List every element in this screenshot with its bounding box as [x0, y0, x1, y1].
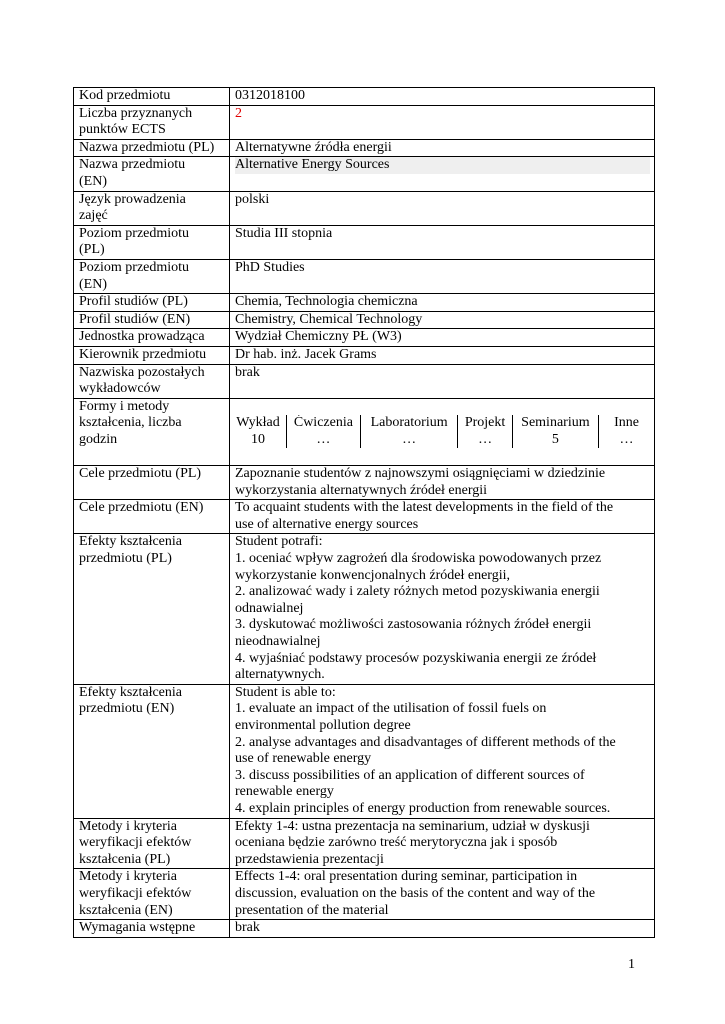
row-label-goals-en: Cele przedmiotu (EN): [74, 500, 230, 534]
row-value-profile-pl: Chemia, Technologia chemiczna: [230, 294, 655, 312]
form-name: Ćwiczenia: [293, 415, 353, 431]
table-row: [74, 684, 655, 818]
row-value-verification-pl: Efekty 1-4: ustna prezentacja na seminarium, udział w dyskusji oceniana będzie zarówno treść merytoryczna jak i sposób przedstawienia prezentacji: [230, 818, 655, 869]
form-seminar: [512, 415, 598, 448]
row-value-course-code: 0312018100: [230, 88, 655, 106]
course-info-table: [73, 87, 655, 938]
row-label-prerequisites: Wymagania wstępne: [74, 920, 230, 938]
row-label-level-pl: Poziom przedmiotu (PL): [74, 225, 230, 259]
row-value-unit: Wydział Chemiczny PŁ (W3): [230, 329, 655, 347]
table-row: [74, 534, 655, 684]
row-value-verification-en: Effects 1-4: oral presentation during seminar, participation in discussion, evaluation on the basis of the content and way of the presentation of the material: [230, 869, 655, 920]
forms-table: [230, 415, 654, 448]
row-value-forms: [230, 398, 655, 465]
row-label-profile-pl: Profil studiów (PL): [74, 294, 230, 312]
row-label-ects: Liczba przyznanych punktów ECTS: [74, 105, 230, 139]
form-other: [599, 415, 654, 448]
forms-row: [230, 415, 654, 448]
table-row: [74, 225, 655, 259]
form-hours: 10: [250, 431, 265, 447]
row-label-language: Język prowadzenia zajęć: [74, 191, 230, 225]
table-row: [74, 88, 655, 106]
page-number: 1: [628, 957, 635, 972]
name-en-shaded-text: Alternative Energy Sources: [235, 157, 650, 174]
form-hours: 5: [551, 431, 559, 447]
table-row: [74, 818, 655, 869]
row-value-level-en: PhD Studies: [230, 259, 655, 293]
row-label-profile-en: Profil studiów (EN): [74, 311, 230, 329]
row-value-name-en: [230, 157, 655, 191]
row-value-prerequisites: brak: [230, 920, 655, 938]
form-hours: …: [619, 431, 634, 447]
row-label-course-code: Kod przedmiotu: [74, 88, 230, 106]
row-value-goals-en: To acquaint students with the latest developments in the field of the use of alternative energy sources: [230, 500, 655, 534]
form-hours: …: [316, 431, 331, 447]
table-row: [74, 294, 655, 312]
table-row: [74, 920, 655, 938]
row-value-outcomes-pl: Student potrafi: 1. oceniać wpływ zagrożeń dla środowiska powodowanych przez wykorzystanie konwencjonalnych źródeł energii, 2. analizować wady i zalety różnych metod pozyskiwania energii odnawialnej 3. dyskutować możliwości zastosowania różnych źródeł energii nieodnawialnej 4. wyjaśniać podstawy procesów pozyskiwania energii ze źródeł alternatywnych.: [230, 534, 655, 684]
row-value-goals-pl: Zapoznanie studentów z najnowszymi osiągnięciami w dziedzinie wykorzystania alternatywnych źródeł energii: [230, 466, 655, 500]
table-row: [74, 191, 655, 225]
form-name: Inne: [614, 415, 639, 431]
row-label-unit: Jednostka prowadząca: [74, 329, 230, 347]
form-hours: …: [402, 431, 417, 447]
table-row: [74, 869, 655, 920]
form-name: Seminarium: [521, 415, 590, 431]
row-value-name-pl: Alternatywne źródła energii: [230, 139, 655, 157]
form-name: Laboratorium: [370, 415, 448, 431]
row-label-name-en: Nazwa przedmiotu (EN): [74, 157, 230, 191]
row-label-level-en: Poziom przedmiotu (EN): [74, 259, 230, 293]
row-value-coordinator: Dr hab. inż. Jacek Grams: [230, 346, 655, 364]
row-label-coordinator: Kierownik przedmiotu: [74, 346, 230, 364]
table-row: [74, 346, 655, 364]
table-row: [74, 259, 655, 293]
row-label-forms: Formy i metody kształcenia, liczba godzin: [74, 398, 230, 465]
row-value-outcomes-en: Student is able to: 1. evaluate an impact of the utilisation of fossil fuels on environmental pollution degree 2. analyse advantages and disadvantages of different methods of the use of renewable energy 3. discuss possibilities of an application of different sources of renewable energy 4. explain principles of energy production from renewable sources.: [230, 684, 655, 818]
row-value-ects: 2: [230, 105, 655, 139]
table-row: [74, 329, 655, 347]
row-value-other-lecturers: brak: [230, 364, 655, 398]
form-project: [458, 415, 512, 448]
row-label-goals-pl: Cele przedmiotu (PL): [74, 466, 230, 500]
row-label-name-pl: Nazwa przedmiotu (PL): [74, 139, 230, 157]
row-value-level-pl: Studia III stopnia: [230, 225, 655, 259]
form-laboratory: [360, 415, 458, 448]
form-lecture: [230, 415, 286, 448]
table-row: [74, 105, 655, 139]
table-row: [74, 500, 655, 534]
form-name: Projekt: [464, 415, 506, 431]
table-row: [74, 364, 655, 398]
row-label-verification-pl: Metody i kryteria weryfikacji efektów kształcenia (PL): [74, 818, 230, 869]
form-exercises: [286, 415, 360, 448]
row-label-verification-en: Metody i kryteria weryfikacji efektów kształcenia (EN): [74, 869, 230, 920]
form-hours: …: [478, 431, 493, 447]
table-row: [74, 398, 655, 465]
table-row: [74, 157, 655, 191]
table-row: [74, 311, 655, 329]
row-label-outcomes-pl: Efekty kształcenia przedmiotu (PL): [74, 534, 230, 684]
row-value-profile-en: Chemistry, Chemical Technology: [230, 311, 655, 329]
form-name: Wykład: [236, 415, 280, 431]
row-label-outcomes-en: Efekty kształcenia przedmiotu (EN): [74, 684, 230, 818]
row-label-other-lecturers: Nazwiska pozostałych wykładowców: [74, 364, 230, 398]
row-value-language: polski: [230, 191, 655, 225]
table-row: [74, 466, 655, 500]
table-row: [74, 139, 655, 157]
